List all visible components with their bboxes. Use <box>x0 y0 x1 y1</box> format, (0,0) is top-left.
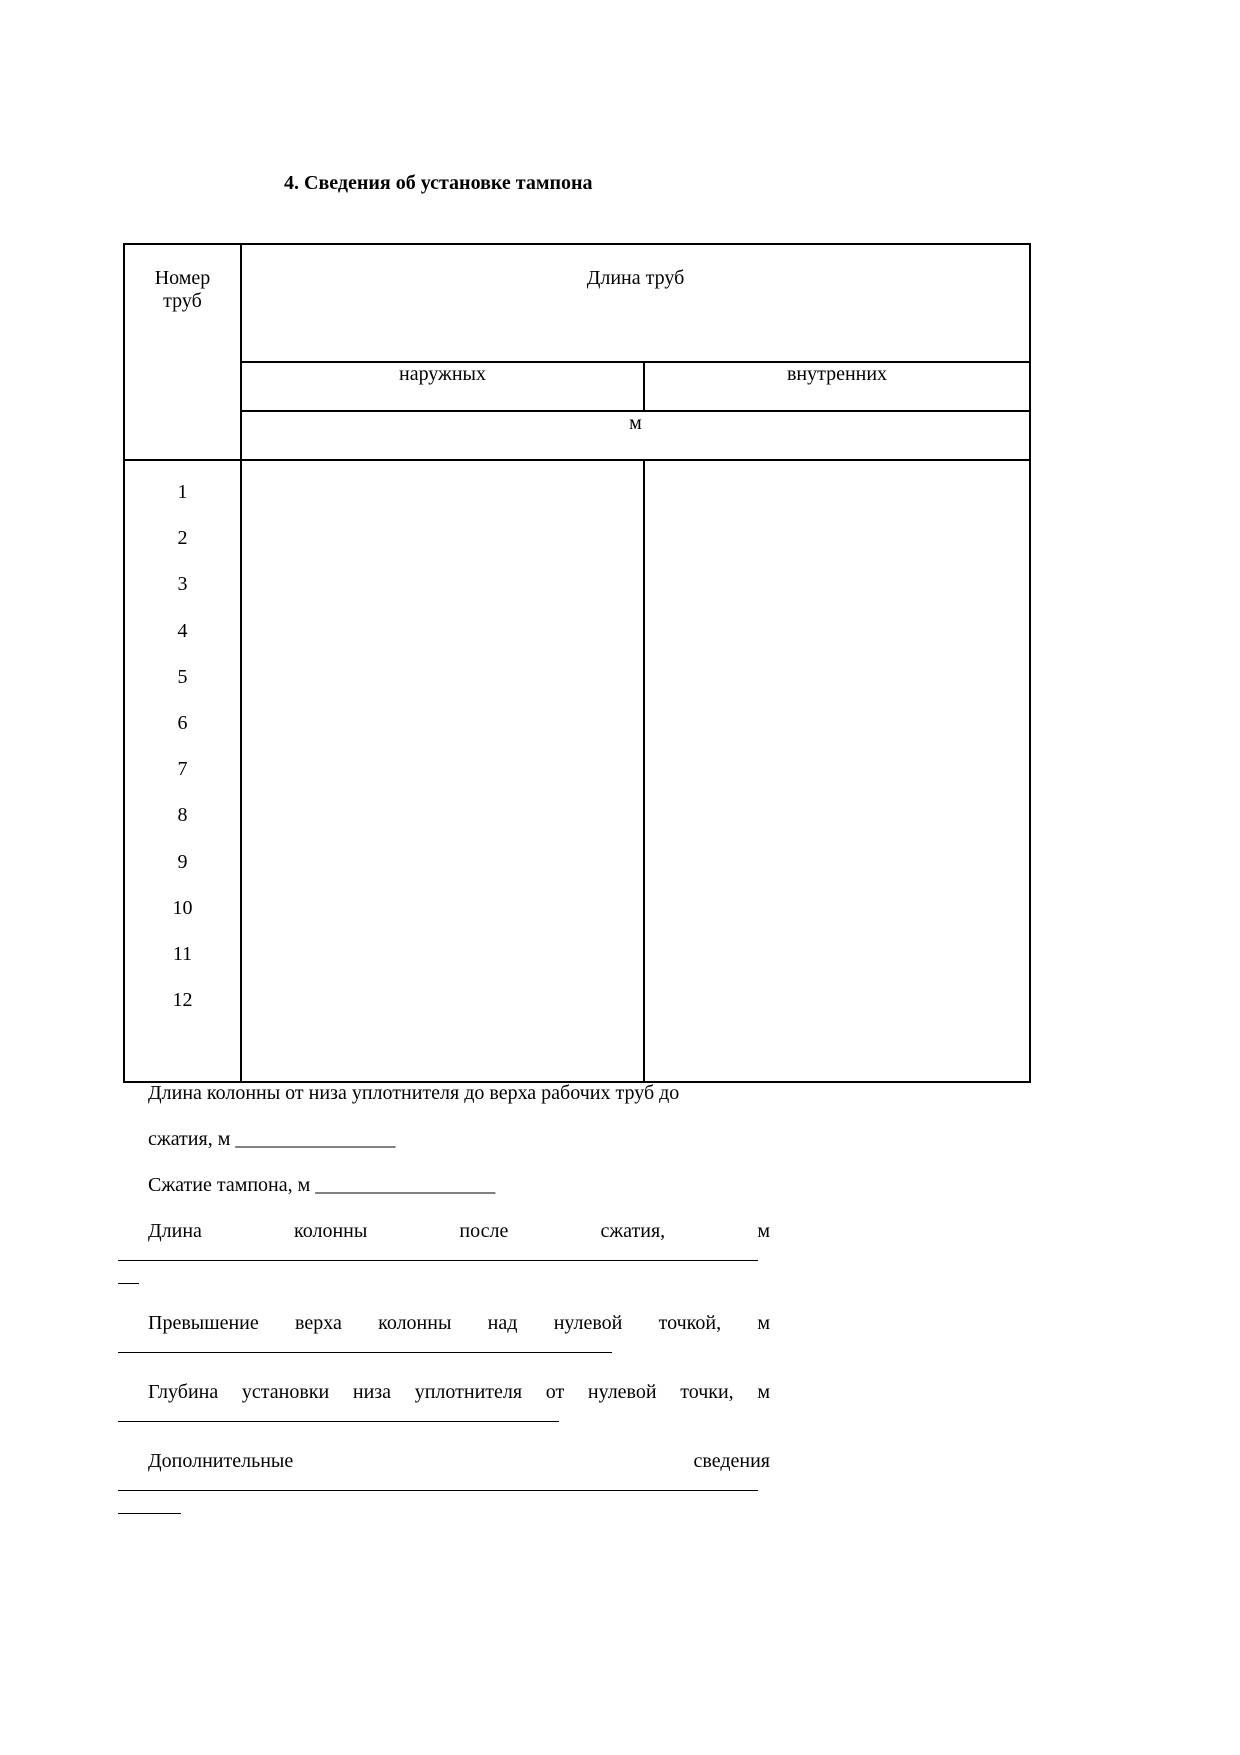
page-title: 4. Сведения об установке тампона <box>284 172 593 194</box>
label-word: нулевой <box>587 1381 657 1403</box>
label-word: от <box>545 1381 565 1403</box>
header-unit: м <box>241 411 1030 460</box>
pipe-number: 6 <box>177 711 188 734</box>
label-word: низа <box>352 1381 392 1403</box>
header-pipe-number-line1: Номер <box>154 267 211 289</box>
header-pipe-length: Длина труб <box>241 244 1030 362</box>
label-word: м <box>757 1220 770 1242</box>
inner-length-cell[interactable] <box>644 460 1030 1082</box>
header-inner: внутренних <box>644 362 1030 411</box>
pipe-number: 8 <box>177 804 188 827</box>
field-additional-info-underline-cont[interactable] <box>118 1513 181 1514</box>
field-column-length-after-underline[interactable] <box>118 1260 758 1261</box>
field-column-length-before-line1: Длина колонны от низа уплотнителя до верха рабочих труб до <box>148 1082 680 1104</box>
field-seal-depth-underline[interactable] <box>118 1421 559 1422</box>
label-word: установки <box>241 1381 330 1403</box>
label-word: сведения <box>693 1450 770 1472</box>
field-additional-info-underline[interactable] <box>118 1490 758 1491</box>
pipe-number: 1 <box>177 481 188 503</box>
label-word: м <box>757 1381 770 1403</box>
field-column-length-before-line2[interactable]: сжатия, м ________________ <box>148 1128 396 1150</box>
pipe-number: 5 <box>177 665 188 688</box>
pipe-number-column <box>124 460 241 1082</box>
field-tampon-compression[interactable]: Сжатие тампона, м __________________ <box>148 1174 496 1196</box>
field-column-top-above-zero-label <box>148 1312 770 1335</box>
header-pipe-number <box>124 244 241 460</box>
label-word: точки, <box>680 1381 734 1403</box>
pipe-number: 7 <box>177 758 188 781</box>
pipe-number: 9 <box>177 850 188 873</box>
label-word: Длина <box>148 1220 202 1242</box>
pipe-number: 4 <box>177 619 188 642</box>
tampon-table <box>123 243 1031 1083</box>
label-word: после <box>459 1220 509 1242</box>
field-column-length-after-underline-cont[interactable] <box>118 1283 139 1284</box>
header-outer: наружных <box>241 362 644 411</box>
label-word: колонны <box>294 1220 368 1242</box>
label-word: Дополнительные <box>148 1450 294 1472</box>
label-word: нулевой <box>553 1312 623 1334</box>
label-word: точкой, <box>658 1312 722 1334</box>
label-word: над <box>487 1312 518 1334</box>
field-additional-info-label <box>148 1450 770 1473</box>
label-word: сжатия, <box>600 1220 666 1242</box>
pipe-number-list <box>125 481 240 1035</box>
label-word: уплотнителя <box>414 1381 523 1403</box>
pipe-number: 3 <box>177 573 188 596</box>
field-seal-depth-label <box>148 1381 770 1404</box>
label-word: м <box>757 1312 770 1334</box>
pipe-number: 12 <box>172 989 193 1012</box>
field-column-top-above-zero-underline[interactable] <box>118 1352 612 1353</box>
label-word: Превышение <box>148 1312 259 1334</box>
pipe-number: 10 <box>172 896 193 919</box>
pipe-number: 2 <box>177 527 188 550</box>
pipe-number: 11 <box>172 942 193 965</box>
outer-length-cell[interactable] <box>241 460 644 1082</box>
header-pipe-number-line2: труб <box>163 290 202 312</box>
label-word: верха <box>295 1312 342 1334</box>
label-word: колонны <box>378 1312 452 1334</box>
label-word: Глубина <box>148 1381 219 1403</box>
field-column-length-after-label <box>148 1220 770 1243</box>
